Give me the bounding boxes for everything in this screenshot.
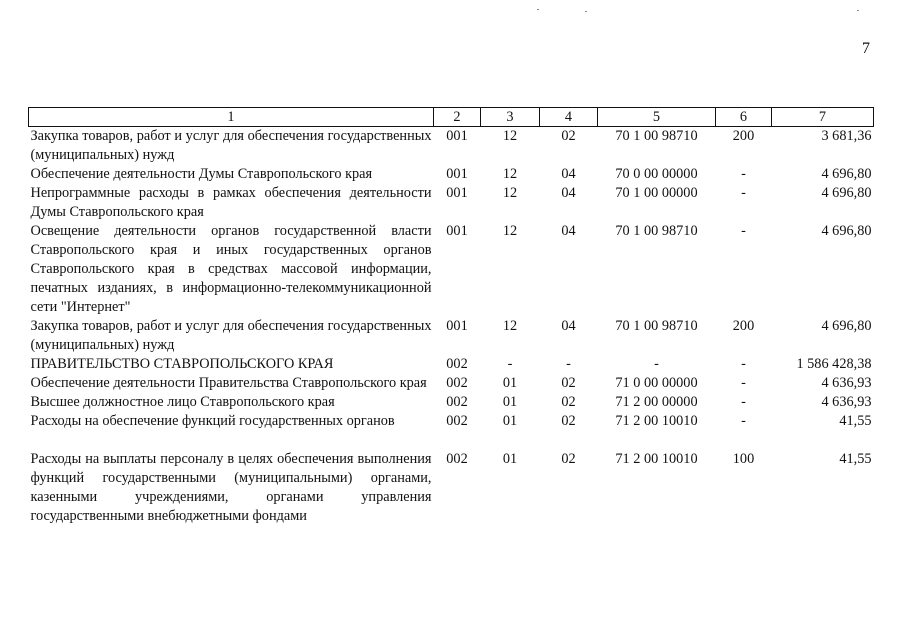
row-target-article-cell: 71 2 00 00000 [615,394,698,410]
row-target-article-cell: 70 1 00 98710 [615,128,698,144]
row-target-article-cell: 70 1 00 98710 [615,223,698,239]
row-admin-code-cell: 001 [446,318,468,334]
table-row [29,317,874,355]
row-subsection-cell: 04 [561,318,576,334]
row-name-cell: Непрограммные расходы в рамках обеспечения деятельности Думы Ставропольского края [30,185,432,220]
table-row [29,184,874,222]
row-admin-code-cell: 001 [446,185,468,201]
row-admin-code-cell: 002 [446,394,468,410]
table-row [29,431,874,526]
table-row [29,412,874,431]
row-admin-code-cell: 001 [446,166,468,182]
scan-speck [857,10,859,11]
row-name-cell: ПРАВИТЕЛЬСТВО СТАВРОПОЛЬСКОГО КРАЯ [30,356,334,372]
table-row [29,355,874,374]
column-header: 6 [716,108,772,127]
table-header-row [29,108,874,127]
row-expense-type-cell: - [741,413,746,429]
row-name-cell: Обеспечение деятельности Думы Ставропольского края [30,166,373,182]
row-expense-type-cell: 200 [732,318,755,334]
row-subsection-cell: 02 [561,394,576,410]
page-number: 7 [862,40,870,57]
row-admin-code-cell: 002 [446,451,468,467]
row-subsection-cell: 02 [561,451,576,467]
column-header: 3 [481,108,540,127]
row-name-cell: Высшее должностное лицо Ставропольского края [30,394,335,410]
scan-speck [537,9,539,10]
row-section-cell: 12 [502,128,518,144]
row-amount-cell: 3 681,36 [821,128,872,144]
row-name-cell: Закупка товаров, работ и услуг для обеспечения государственных (муниципальных) нужд [30,128,432,163]
row-admin-code-cell: 002 [446,413,468,429]
row-section-cell: 12 [502,318,518,334]
row-expense-type-cell: 100 [732,451,755,467]
row-subsection-cell: 02 [561,128,576,144]
row-section-cell: 12 [502,166,518,182]
row-subsection-cell: 04 [561,223,576,239]
row-target-article-cell: 71 0 00 00000 [615,375,698,391]
row-section-cell: 12 [502,185,518,201]
row-section-cell: 12 [502,223,518,239]
row-section-cell: 01 [502,375,518,391]
row-name-cell: Закупка товаров, работ и услуг для обеспечения государственных (муниципальных) нужд [30,318,432,353]
row-amount-cell: 4 696,80 [821,223,872,239]
row-target-article-cell: 70 0 00 00000 [615,166,698,182]
budget-table [28,107,874,526]
table-row [29,222,874,317]
row-amount-cell: 4 636,93 [821,394,872,410]
row-target-article-cell: 71 2 00 10010 [615,413,698,429]
table-row [29,393,874,412]
row-admin-code-cell: 001 [446,128,468,144]
row-expense-type-cell: - [741,356,746,372]
row-expense-type-cell: - [741,375,746,391]
column-header: 2 [434,108,481,127]
row-amount-cell: 41,55 [839,413,872,429]
column-header: 5 [598,108,716,127]
row-admin-code-cell: 002 [446,375,468,391]
column-header: 7 [772,108,874,127]
row-amount-cell: 4 696,80 [821,166,872,182]
row-amount-cell: 4 696,80 [821,185,872,201]
row-expense-type-cell: - [741,394,746,410]
row-target-article-cell: 70 1 00 00000 [615,185,698,201]
row-amount-cell: 1 586 428,38 [796,356,872,372]
row-amount-cell: 4 696,80 [821,318,872,334]
scan-speck [585,11,587,12]
row-name-cell: Расходы на выплаты персоналу в целях обеспечения выполнения функций государственными (муниципальными) органами, казенными учреждениями, органами управления государственными внебюджетными фондами [30,451,432,524]
column-header: 1 [29,108,434,127]
row-target-article-cell: 71 2 00 10010 [615,451,698,467]
row-admin-code-cell: 001 [446,223,468,239]
row-name-cell: Обеспечение деятельности Правительства Ставропольского края [30,375,427,391]
table-row [29,374,874,393]
row-expense-type-cell: 200 [732,128,755,144]
row-admin-code-cell: 002 [446,356,468,372]
row-target-article-cell: 70 1 00 98710 [615,318,698,334]
row-subsection-cell: 02 [561,413,576,429]
row-subsection-cell: 02 [561,375,576,391]
column-header: 4 [540,108,598,127]
row-amount-cell: 4 636,93 [821,375,872,391]
row-name-cell: Расходы на обеспечение функций государственных органов [30,413,395,429]
table-row [29,165,874,184]
row-expense-type-cell: - [741,185,746,201]
row-expense-type-cell: - [741,223,746,239]
row-section-cell: 01 [502,413,518,429]
row-subsection-cell: 04 [561,166,576,182]
row-subsection-cell: - [566,356,571,372]
row-subsection-cell: 04 [561,185,576,201]
row-section-cell: - [507,356,513,372]
row-expense-type-cell: - [741,166,746,182]
row-target-article-cell: - [654,356,659,372]
table-row [29,127,874,166]
row-section-cell: 01 [502,394,518,410]
row-amount-cell: 41,55 [839,451,872,467]
row-section-cell: 01 [502,451,518,467]
row-name-cell: Освещение деятельности органов государственной власти Ставропольского края и иных государственных органов Ставропольского края в средствах массовой информации, печатных изданиях, в информационно-телекоммуникационной сети "Интернет" [30,223,432,315]
table-body [29,127,874,527]
